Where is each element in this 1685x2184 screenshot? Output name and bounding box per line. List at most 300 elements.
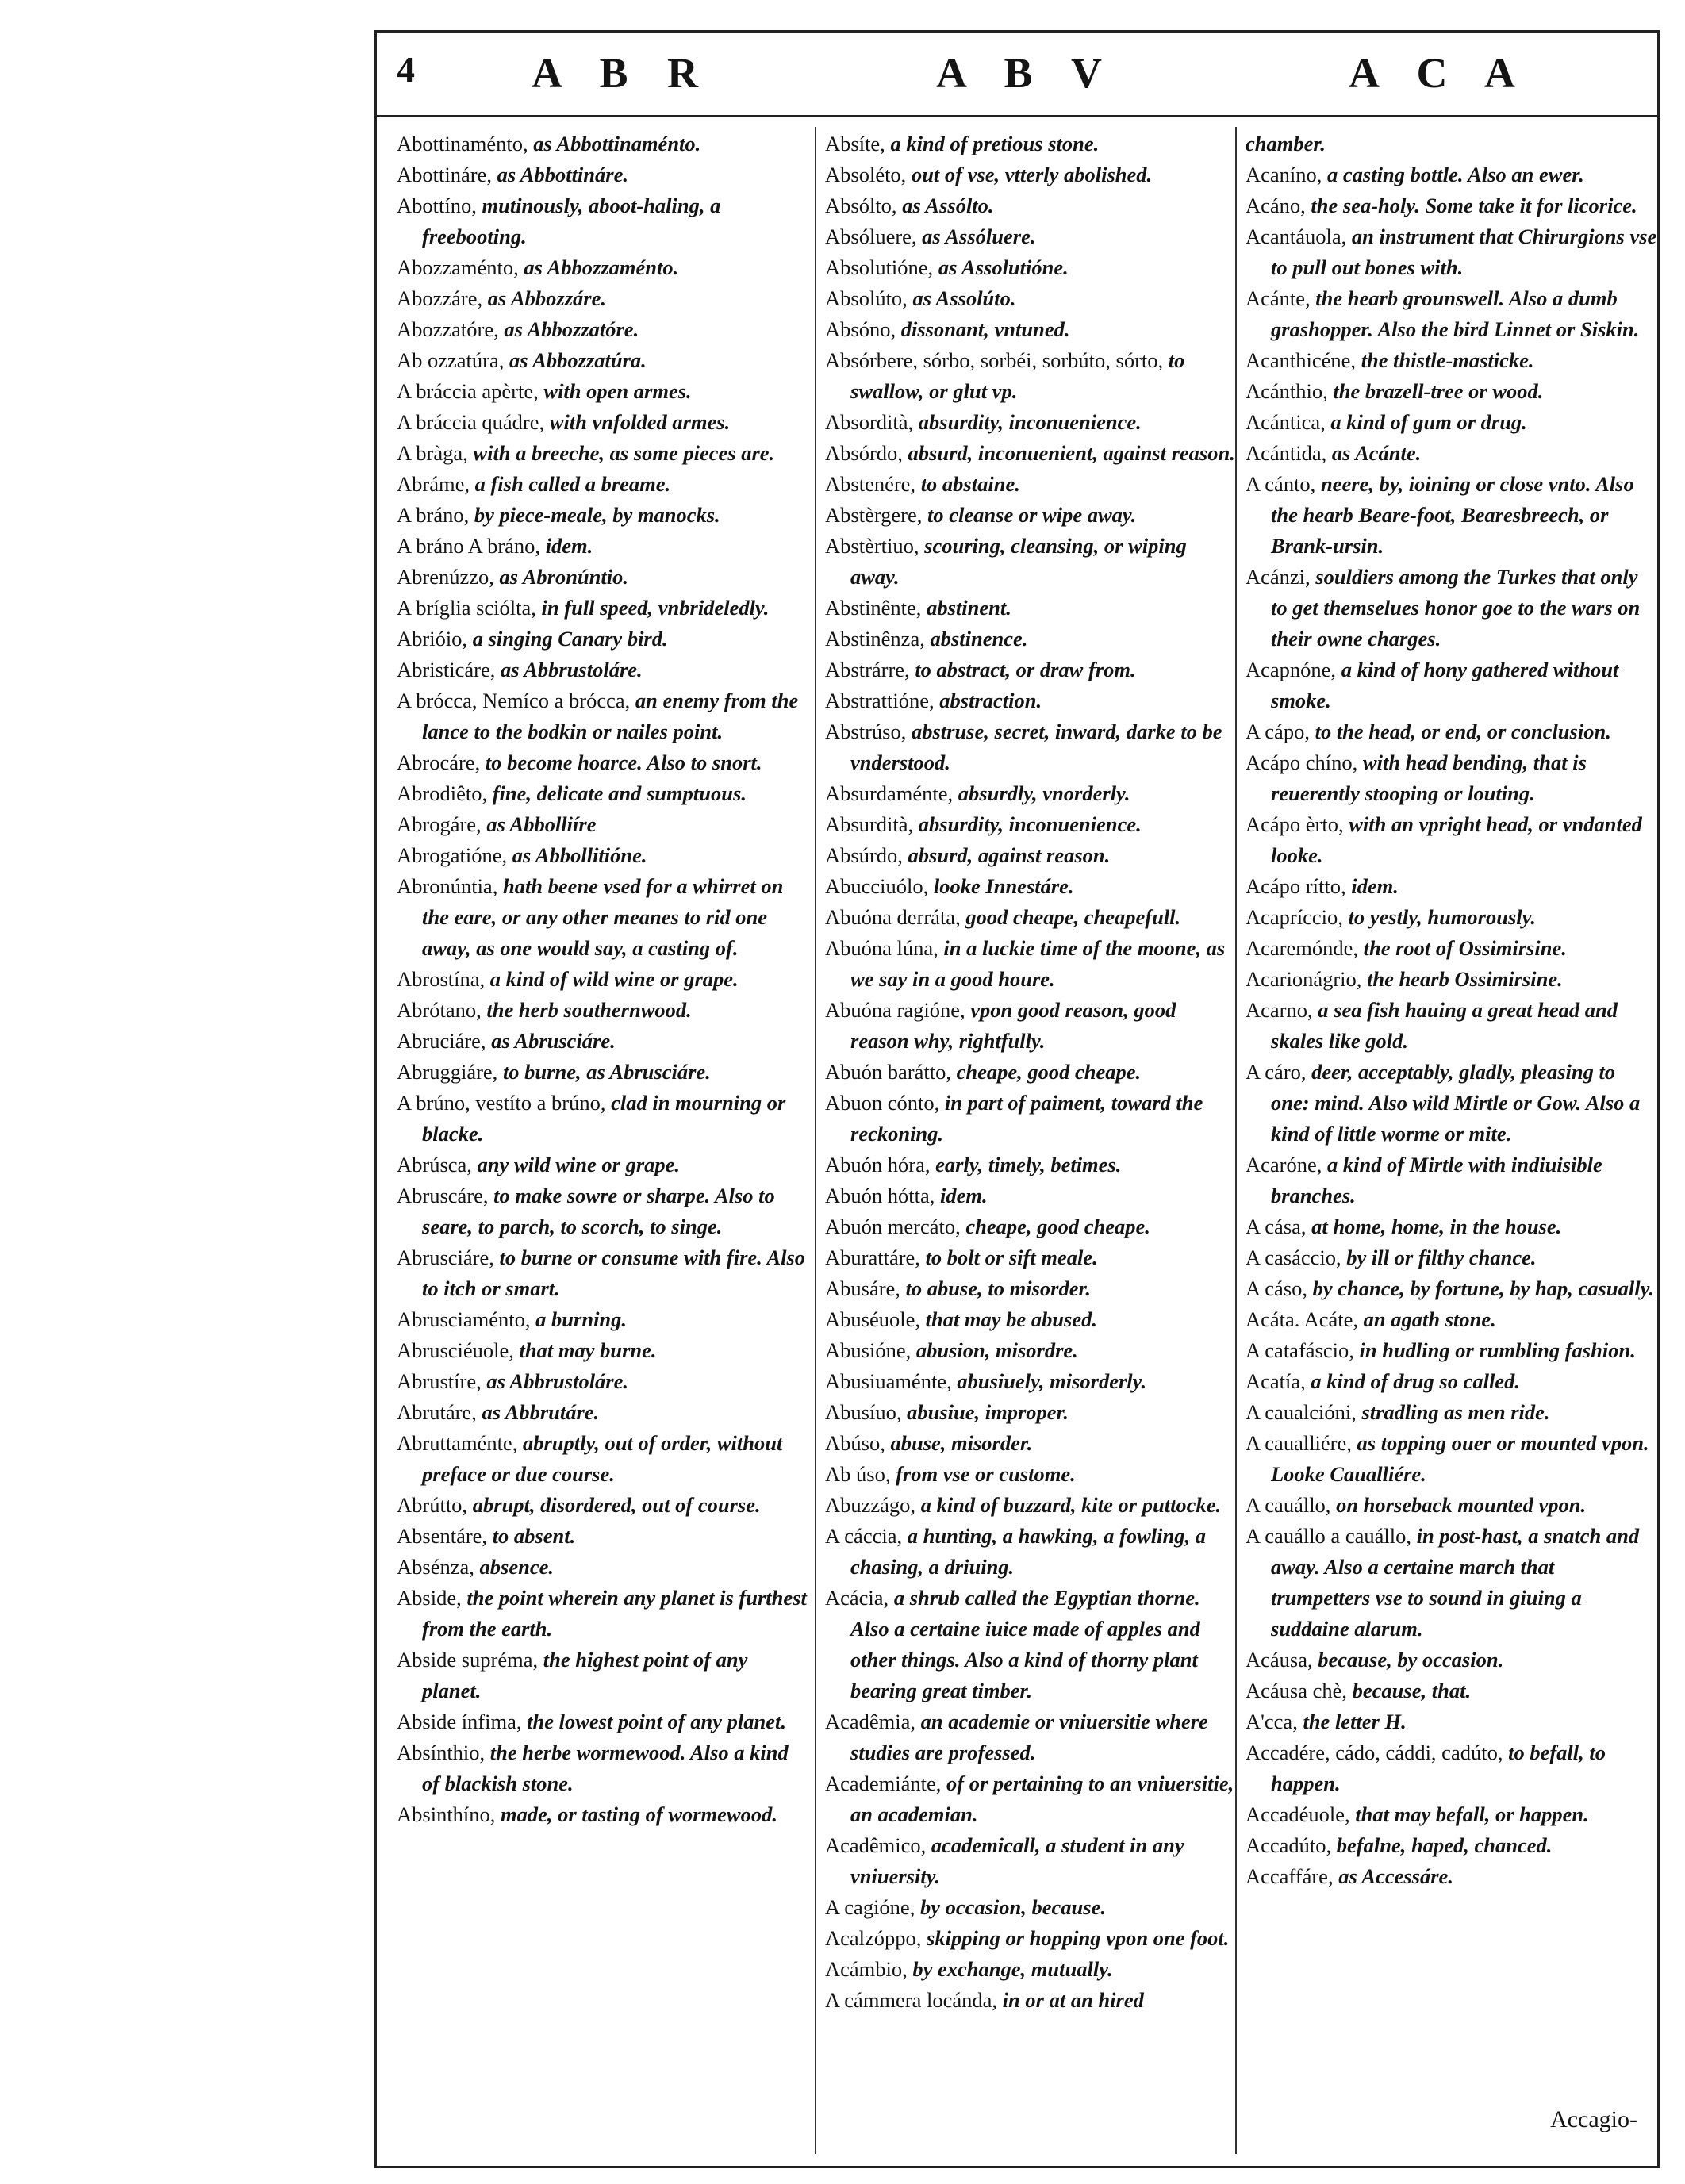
entry-headword: A casáccio, bbox=[1246, 1246, 1341, 1269]
entry-headword: Abrútto, bbox=[397, 1493, 468, 1517]
dictionary-entry bbox=[1246, 159, 1658, 190]
dictionary-entry bbox=[1246, 190, 1658, 221]
entry-definition: made, or tasting of wormewood. bbox=[501, 1802, 777, 1826]
dictionary-entry bbox=[825, 438, 1238, 469]
entry-definition: as Abbozzatúra. bbox=[509, 348, 647, 372]
entry-definition: to absent. bbox=[492, 1524, 576, 1548]
entry-headword: Abrióio, bbox=[397, 627, 468, 651]
entry-headword: Abruciáre, bbox=[397, 1029, 486, 1053]
dictionary-entry bbox=[1246, 1830, 1658, 1861]
dictionary-entry bbox=[1246, 438, 1658, 469]
entry-headword: Abrocáre, bbox=[397, 750, 481, 774]
dictionary-entry bbox=[1246, 1273, 1658, 1304]
entry-definition: as Abbrutáre. bbox=[482, 1400, 600, 1424]
entry-definition: a sea fish hauing a great head and skales like gold. bbox=[1271, 998, 1618, 1053]
entry-definition: befalne, haped, chanced. bbox=[1336, 1833, 1553, 1857]
entry-headword: Abronúntia, bbox=[397, 874, 498, 898]
entry-headword: Acarno, bbox=[1246, 998, 1313, 1022]
entry-headword: Abusáre, bbox=[825, 1276, 900, 1300]
entry-definition: any wild wine or grape. bbox=[477, 1153, 681, 1176]
entry-headword: Abrodiêto, bbox=[397, 781, 488, 805]
dictionary-entry bbox=[825, 1428, 1238, 1459]
dictionary-entry bbox=[825, 1335, 1238, 1366]
entry-headword: Abrusciáre, bbox=[397, 1246, 494, 1269]
entry-definition: the sea-holy. Some take it for licorice. bbox=[1311, 194, 1637, 217]
entry-definition: by chance, by fortune, by hap, casually. bbox=[1312, 1276, 1654, 1300]
entry-definition: the hearb grounswell. Also a dumb grashopper. Also the bird Linnet or Siskin. bbox=[1271, 286, 1640, 341]
entry-headword: Abozzatóre, bbox=[397, 317, 499, 341]
dictionary-entry bbox=[825, 283, 1238, 314]
entry-headword: Acantáuola, bbox=[1246, 225, 1347, 248]
dictionary-entry bbox=[1246, 1057, 1658, 1150]
entry-definition: by piece-meale, by manocks. bbox=[474, 503, 720, 527]
dictionary-entry bbox=[397, 871, 809, 964]
dictionary-entry bbox=[397, 1242, 809, 1304]
entry-definition: that may be abused. bbox=[925, 1307, 1098, 1331]
entry-definition: in a luckie time of the moone, as we say in a good houre. bbox=[850, 936, 1226, 991]
dictionary-entry bbox=[1246, 902, 1658, 933]
entry-headword: Acaníno, bbox=[1246, 163, 1322, 186]
dictionary-column-2 bbox=[825, 129, 1238, 2144]
entry-definition: academicall, a student in any vniuersity. bbox=[850, 1833, 1184, 1888]
dictionary-entry bbox=[825, 840, 1238, 871]
entry-headword: Acanthicéne, bbox=[1246, 348, 1357, 372]
entry-definition: at home, home, in the house. bbox=[1311, 1215, 1562, 1238]
dictionary-entry bbox=[397, 1737, 809, 1799]
dictionary-entry bbox=[825, 469, 1238, 500]
dictionary-entry bbox=[1246, 1242, 1658, 1273]
entry-definition: vpon good reason, good reason why, rightfully. bbox=[850, 998, 1176, 1053]
entry-definition: as topping ouer or mounted vpon. Looke Caualliére. bbox=[1271, 1431, 1649, 1486]
dictionary-entry bbox=[825, 1985, 1238, 2016]
entry-definition: to abstaine. bbox=[920, 472, 1020, 496]
dictionary-entry bbox=[825, 1242, 1238, 1273]
dictionary-entry bbox=[825, 1397, 1238, 1428]
dictionary-entry bbox=[825, 1490, 1238, 1521]
entry-headword: Absínthio, bbox=[397, 1741, 486, 1764]
entry-headword: Absóno, bbox=[825, 317, 896, 341]
dictionary-entry bbox=[825, 1768, 1238, 1830]
entry-definition: abusion, misordre. bbox=[915, 1338, 1078, 1362]
entry-headword: Absóluere, bbox=[825, 225, 917, 248]
entry-headword: A cánto, bbox=[1246, 472, 1316, 496]
page-number: 4 bbox=[397, 49, 415, 90]
entry-definition: the thistle-masticke. bbox=[1361, 348, 1534, 372]
dictionary-entry bbox=[397, 407, 809, 438]
entry-headword: Abráme, bbox=[397, 472, 470, 496]
dictionary-entry bbox=[397, 624, 809, 654]
entry-definition: with open armes. bbox=[543, 379, 692, 403]
dictionary-entry bbox=[825, 221, 1238, 252]
entry-headword: A bríglia sciólta, bbox=[397, 596, 536, 620]
entry-definition: to become hoarce. Also to snort. bbox=[485, 750, 762, 774]
entry-headword: Abusiuaménte, bbox=[825, 1369, 952, 1393]
entry-definition: looke Innestáre. bbox=[933, 874, 1074, 898]
entry-headword: Ab úso, bbox=[825, 1462, 891, 1486]
entry-definition: the root of Ossimirsine. bbox=[1363, 936, 1567, 960]
dictionary-entry bbox=[1246, 376, 1658, 407]
column-rule bbox=[815, 127, 816, 2154]
dictionary-entry bbox=[825, 995, 1238, 1057]
entry-definition: abruptly, out of order, without preface or due course. bbox=[422, 1431, 783, 1486]
dictionary-entry bbox=[397, 1552, 809, 1583]
entry-definition: the herb southernwood. bbox=[486, 998, 692, 1022]
entry-definition: as Abbrustoláre. bbox=[500, 658, 643, 681]
entry-headword: Acapríccio, bbox=[1246, 905, 1343, 929]
dictionary-entry bbox=[825, 1923, 1238, 1954]
entry-headword: Absórbere, sórbo, sorbéi, sorbúto, sórto, bbox=[825, 348, 1164, 372]
entry-headword: Abside, bbox=[397, 1586, 462, 1610]
entry-definition: stradling as men ride. bbox=[1361, 1400, 1550, 1424]
entry-headword: A cáso, bbox=[1246, 1276, 1308, 1300]
entry-headword: Abuséuole, bbox=[825, 1307, 920, 1331]
dictionary-entry bbox=[397, 469, 809, 500]
entry-headword: Acaremónde, bbox=[1246, 936, 1358, 960]
entry-definition: mutinously, aboot-haling, a freebooting. bbox=[422, 194, 721, 248]
entry-definition: hath beene vsed for a whirret on the eare, or any other meanes to rid one away, as one would say, a casting of. bbox=[422, 874, 784, 960]
entry-headword: A cáccia, bbox=[825, 1524, 903, 1548]
entry-headword: Acámbio, bbox=[825, 1957, 908, 1981]
dictionary-entry bbox=[397, 809, 809, 840]
dictionary-entry bbox=[825, 1304, 1238, 1335]
dictionary-entry bbox=[1246, 1737, 1658, 1799]
entry-definition: to befall, to happen. bbox=[1271, 1741, 1606, 1795]
entry-headword: A brócca, Nemíco a brócca, bbox=[397, 689, 631, 712]
entry-headword: Absinthíno, bbox=[397, 1802, 496, 1826]
catchword: Accagio- bbox=[1550, 2106, 1637, 2132]
entry-headword: Abrusciéuole, bbox=[397, 1338, 514, 1362]
entry-headword: A caualcióni, bbox=[1246, 1400, 1357, 1424]
dictionary-entry bbox=[397, 1428, 809, 1490]
running-head-center: A B V bbox=[936, 49, 1117, 97]
dictionary-entry bbox=[825, 933, 1238, 995]
dictionary-entry bbox=[397, 654, 809, 685]
dictionary-entry bbox=[397, 1088, 809, 1150]
dictionary-entry bbox=[397, 283, 809, 314]
entry-headword: Absentáre, bbox=[397, 1524, 488, 1548]
entry-headword: Abrostína, bbox=[397, 967, 486, 991]
entry-headword: Acánte, bbox=[1246, 286, 1311, 310]
dictionary-entry bbox=[1246, 809, 1658, 871]
entry-definition: in hudling or rumbling fashion. bbox=[1359, 1338, 1636, 1362]
entry-headword: Absolúto, bbox=[825, 286, 908, 310]
entry-headword: Abruscáre, bbox=[397, 1184, 489, 1207]
dictionary-entry bbox=[825, 809, 1238, 840]
entry-definition: dissonant, vntuned. bbox=[900, 317, 1070, 341]
entry-definition: as Abbozzaménto. bbox=[524, 255, 679, 279]
entry-headword: Acántida, bbox=[1246, 441, 1327, 465]
entry-headword: Abstèrgere, bbox=[825, 503, 923, 527]
entry-headword: Absurdità, bbox=[825, 812, 914, 836]
entry-headword: Acápo èrto, bbox=[1246, 812, 1344, 836]
dictionary-entry bbox=[825, 314, 1238, 345]
dictionary-entry bbox=[825, 1830, 1238, 1892]
entry-definition: to swallow, or glut vp. bbox=[850, 348, 1185, 403]
dictionary-entry bbox=[1246, 469, 1658, 562]
entry-headword: Abucciuólo, bbox=[825, 874, 929, 898]
dictionary-entry bbox=[825, 685, 1238, 716]
dictionary-entry bbox=[825, 1211, 1238, 1242]
dictionary-entry bbox=[397, 1397, 809, 1428]
dictionary-entry bbox=[825, 500, 1238, 531]
dictionary-entry bbox=[825, 1057, 1238, 1088]
entry-definition: that may burne. bbox=[519, 1338, 657, 1362]
entry-headword: Abristicáre, bbox=[397, 658, 496, 681]
entry-headword: A catafáscio, bbox=[1246, 1338, 1354, 1362]
entry-definition: to yestly, humorously. bbox=[1348, 905, 1537, 929]
entry-definition: in full speed, vnbrideledly. bbox=[541, 596, 770, 620]
head-rule bbox=[374, 115, 1660, 117]
entry-headword: Abúso, bbox=[825, 1431, 885, 1455]
entry-headword: Abrenúzzo, bbox=[397, 565, 494, 589]
dictionary-entry bbox=[397, 129, 809, 159]
dictionary-entry bbox=[397, 1304, 809, 1335]
dictionary-entry bbox=[1246, 654, 1658, 716]
entry-definition: absurdity, inconuenience. bbox=[918, 410, 1142, 434]
entry-definition: abuse, misorder. bbox=[890, 1431, 1033, 1455]
entry-definition: in part of paiment, toward the reckoning. bbox=[850, 1091, 1203, 1146]
entry-definition: the letter H. bbox=[1303, 1710, 1407, 1733]
entry-definition: out of vse, vtterly abolished. bbox=[911, 163, 1153, 186]
dictionary-entry bbox=[1246, 1428, 1658, 1490]
dictionary-entry bbox=[1246, 995, 1658, 1057]
dictionary-entry bbox=[397, 778, 809, 809]
entry-definition: the point wherein any planet is furthest from the earth. bbox=[422, 1586, 807, 1641]
entry-definition: as Assóluere. bbox=[922, 225, 1036, 248]
dictionary-entry bbox=[825, 1583, 1238, 1706]
entry-definition: abstraction. bbox=[939, 689, 1042, 712]
entry-definition: in post-hast, a snatch and away. Also a certaine march that trumpetters vse to sound in giuing a suddaine alarum. bbox=[1271, 1524, 1640, 1641]
entry-headword: A cása, bbox=[1246, 1215, 1307, 1238]
entry-definition: clad in mourning or blacke. bbox=[422, 1091, 786, 1146]
entry-definition: fine, delicate and sumptuous. bbox=[492, 781, 747, 805]
entry-definition: the highest point of any planet. bbox=[422, 1648, 748, 1702]
entry-definition: souldiers among the Turkes that only to get themselues honor goe to the wars on their owne charges. bbox=[1271, 565, 1641, 651]
entry-headword: Acántica, bbox=[1246, 410, 1326, 434]
entry-headword: Acáno, bbox=[1246, 194, 1306, 217]
entry-headword: Absúrdo, bbox=[825, 843, 903, 867]
entry-definition: a kind of pretious stone. bbox=[890, 132, 1100, 155]
entry-definition: as Assolúto. bbox=[912, 286, 1016, 310]
dictionary-entry bbox=[825, 624, 1238, 654]
running-head-left: A B R bbox=[532, 49, 713, 97]
dictionary-entry bbox=[825, 531, 1238, 593]
entry-headword: A bráccia quádre, bbox=[397, 410, 545, 434]
dictionary-entry bbox=[825, 716, 1238, 778]
running-head bbox=[381, 44, 1634, 107]
entry-definition: absurd, against reason. bbox=[908, 843, 1111, 867]
entry-headword: A bráno, bbox=[397, 503, 470, 527]
entry-definition: with a breeche, as some pieces are. bbox=[473, 441, 775, 465]
dictionary-entry bbox=[1246, 871, 1658, 902]
dictionary-entry bbox=[1246, 407, 1658, 438]
entry-headword: Abottináre, bbox=[397, 163, 492, 186]
entry-definition: idem. bbox=[1351, 874, 1399, 898]
dictionary-entry bbox=[397, 562, 809, 593]
entry-definition: with an vpright head, or vndanted looke. bbox=[1271, 812, 1642, 867]
entry-definition: idem. bbox=[545, 534, 593, 558]
dictionary-entry bbox=[397, 314, 809, 345]
dictionary-entry bbox=[397, 1057, 809, 1088]
entry-headword: Abside ínfima, bbox=[397, 1710, 522, 1733]
entry-headword: Abstinênte, bbox=[825, 596, 922, 620]
entry-definition: a kind of Mirtle with indiuisible branches. bbox=[1271, 1153, 1602, 1207]
entry-definition: a kind of hony gathered without smoke. bbox=[1271, 658, 1619, 712]
entry-definition: as Abbrustoláre. bbox=[486, 1369, 629, 1393]
dictionary-entry bbox=[397, 747, 809, 778]
entry-definition: idem. bbox=[940, 1184, 988, 1207]
dictionary-entry bbox=[825, 159, 1238, 190]
entry-definition: abrupt, disordered, out of course. bbox=[472, 1493, 761, 1517]
entry-definition: on horseback mounted vpon. bbox=[1336, 1493, 1587, 1517]
entry-definition: as Abbottináre. bbox=[497, 163, 628, 186]
entry-headword: A bràga, bbox=[397, 441, 468, 465]
dictionary-entry bbox=[397, 840, 809, 871]
entry-definition: because, that. bbox=[1352, 1679, 1472, 1702]
entry-definition: as Acánte. bbox=[1331, 441, 1422, 465]
entry-definition: an enemy from the lance to the bodkin or nailes point. bbox=[422, 689, 799, 743]
dictionary-entry bbox=[397, 1706, 809, 1737]
entry-headword: Abstrúso, bbox=[825, 720, 907, 743]
entry-definition: with vnfolded armes. bbox=[549, 410, 731, 434]
entry-definition: as Assolutióne. bbox=[938, 255, 1069, 279]
entry-headword: Acánthio, bbox=[1246, 379, 1328, 403]
entry-definition: to make sowre or sharpe. Also to seare, to parch, to scorch, to singe. bbox=[422, 1184, 775, 1238]
entry-definition: as Abbozzáre. bbox=[487, 286, 606, 310]
entry-definition: the lowest point of any planet. bbox=[527, 1710, 786, 1733]
entry-headword: Abottíno, bbox=[397, 194, 477, 217]
dictionary-entry bbox=[825, 1366, 1238, 1397]
dictionary-entry bbox=[397, 1366, 809, 1397]
entry-headword: Acapnóne, bbox=[1246, 658, 1337, 681]
entry-headword: Abstrattióne, bbox=[825, 689, 935, 712]
entry-definition: with head bending, that is reuerently stooping or louting. bbox=[1271, 750, 1587, 805]
dictionary-entry bbox=[397, 1645, 809, 1706]
entry-headword: Acadêmia, bbox=[825, 1710, 916, 1733]
entry-headword: A cámmera locánda, bbox=[825, 1988, 998, 2012]
entry-definition: deer, acceptably, gladly, pleasing to one: mind. Also wild Mirtle or Gow. Also a kind of little worme or mite. bbox=[1271, 1060, 1641, 1146]
entry-headword: A bráno A bráno, bbox=[397, 534, 541, 558]
entry-headword: Aburattáre, bbox=[825, 1246, 920, 1269]
entry-definition: as Abbollitióne. bbox=[512, 843, 647, 867]
dictionary-entry bbox=[397, 438, 809, 469]
entry-definition: to abstract, or draw from. bbox=[915, 658, 1136, 681]
entry-definition: by occasion, because. bbox=[919, 1895, 1106, 1919]
entry-headword: Abozzaménto, bbox=[397, 255, 519, 279]
entry-definition: good cheape, cheapefull. bbox=[965, 905, 1181, 929]
entry-definition: the hearb Ossimirsine. bbox=[1367, 967, 1563, 991]
entry-definition: to the head, or end, or conclusion. bbox=[1315, 720, 1611, 743]
entry-definition: an instrument that Chirurgions vse to pull out bones with. bbox=[1271, 225, 1657, 279]
dictionary-entry bbox=[1246, 1150, 1658, 1211]
entry-headword: A caualliére, bbox=[1246, 1431, 1352, 1455]
entry-definition: a kind of drug so called. bbox=[1311, 1369, 1520, 1393]
dictionary-column-3 bbox=[1246, 129, 1658, 2144]
entry-headword: Abside supréma, bbox=[397, 1648, 539, 1672]
entry-headword: Acáusa chè, bbox=[1246, 1679, 1348, 1702]
entry-definition: a kind of gum or drug. bbox=[1330, 410, 1527, 434]
dictionary-entry bbox=[1246, 1304, 1658, 1335]
entry-headword: Abstenére, bbox=[825, 472, 916, 496]
entry-definition: as Abbozzatóre. bbox=[504, 317, 639, 341]
entry-definition: to burne or consume with fire. Also to itch or smart. bbox=[422, 1246, 806, 1300]
dictionary-entry bbox=[1246, 1490, 1658, 1521]
entry-headword: Abuón mercáto, bbox=[825, 1215, 961, 1238]
dictionary-entry bbox=[1246, 1521, 1658, 1645]
entry-headword: Acápo rítto, bbox=[1246, 874, 1346, 898]
dictionary-entry bbox=[825, 1459, 1238, 1490]
dictionary-entry bbox=[397, 1521, 809, 1552]
entry-headword: Abrótano, bbox=[397, 998, 482, 1022]
dictionary-entry bbox=[397, 964, 809, 995]
entry-headword: A cagióne, bbox=[825, 1895, 915, 1919]
dictionary-entry bbox=[825, 654, 1238, 685]
dictionary-entry bbox=[397, 1026, 809, 1057]
entry-headword: Abuon cónto, bbox=[825, 1091, 940, 1115]
entry-headword: A brúno, vestíto a brúno, bbox=[397, 1091, 606, 1115]
entry-headword: Abuón barátto, bbox=[825, 1060, 951, 1084]
entry-headword: Abrustíre, bbox=[397, 1369, 482, 1393]
dictionary-entry bbox=[825, 1088, 1238, 1150]
entry-headword: Absólto, bbox=[825, 194, 897, 217]
dictionary-entry bbox=[397, 1799, 809, 1830]
entry-definition: by exchange, mutually. bbox=[912, 1957, 1113, 1981]
entry-definition: as Assólto. bbox=[902, 194, 994, 217]
entry-headword: Acáta. Acáte, bbox=[1246, 1307, 1358, 1331]
entry-headword: Abuón hóra, bbox=[825, 1153, 931, 1176]
entry-headword: Abruttaménte, bbox=[397, 1431, 518, 1455]
dictionary-entry bbox=[397, 345, 809, 376]
entry-headword: Abrogatióne, bbox=[397, 843, 508, 867]
dictionary-entry bbox=[397, 1180, 809, 1242]
running-head-right: A C A bbox=[1349, 49, 1530, 97]
entry-headword: Acadêmico, bbox=[825, 1833, 927, 1857]
dictionary-column-1 bbox=[397, 129, 809, 2144]
entry-headword: Acápo chíno, bbox=[1246, 750, 1358, 774]
dictionary-entry bbox=[1246, 933, 1658, 964]
entry-headword: Abstrárre, bbox=[825, 658, 910, 681]
entry-definition: as Abbolliíre bbox=[486, 812, 597, 836]
entry-headword: Absórdo, bbox=[825, 441, 903, 465]
entry-definition: an academie or vniuersitie where studies are professed. bbox=[850, 1710, 1208, 1764]
dictionary-entry bbox=[1246, 129, 1658, 159]
dictionary-entry bbox=[397, 1490, 809, 1521]
entry-definition: abstinent. bbox=[927, 596, 1011, 620]
dictionary-entry bbox=[397, 252, 809, 283]
entry-headword: Academiánte, bbox=[825, 1771, 942, 1795]
entry-headword: Abrúsca, bbox=[397, 1153, 472, 1176]
entry-definition: to bolt or sift meale. bbox=[925, 1246, 1098, 1269]
entry-definition: a kind of wild wine or grape. bbox=[489, 967, 739, 991]
entry-headword: A cápo, bbox=[1246, 720, 1310, 743]
entry-headword: Acáusa, bbox=[1246, 1648, 1313, 1672]
dictionary-entry bbox=[1246, 1335, 1658, 1366]
entry-headword: Acarionágrio, bbox=[1246, 967, 1362, 991]
entry-headword: Abrogáre, bbox=[397, 812, 482, 836]
entry-definition: because, by occasion. bbox=[1318, 1648, 1504, 1672]
entry-definition: as Accessáre. bbox=[1338, 1864, 1453, 1888]
dictionary-entry bbox=[1246, 1799, 1658, 1830]
entry-definition: early, timely, betimes. bbox=[935, 1153, 1122, 1176]
dictionary-entry bbox=[1246, 1706, 1658, 1737]
entry-definition: a shrub called the Egyptian thorne. Also a certaine iuice made of apples and other things. Also a kind of thorny plant bearing great timber. bbox=[850, 1586, 1200, 1702]
dictionary-entry bbox=[397, 376, 809, 407]
dictionary-entry bbox=[825, 1521, 1238, 1583]
dictionary-entry bbox=[825, 252, 1238, 283]
entry-definition: a burning. bbox=[535, 1307, 628, 1331]
entry-definition: to cleanse or wipe away. bbox=[927, 503, 1137, 527]
dictionary-entry bbox=[1246, 964, 1658, 995]
